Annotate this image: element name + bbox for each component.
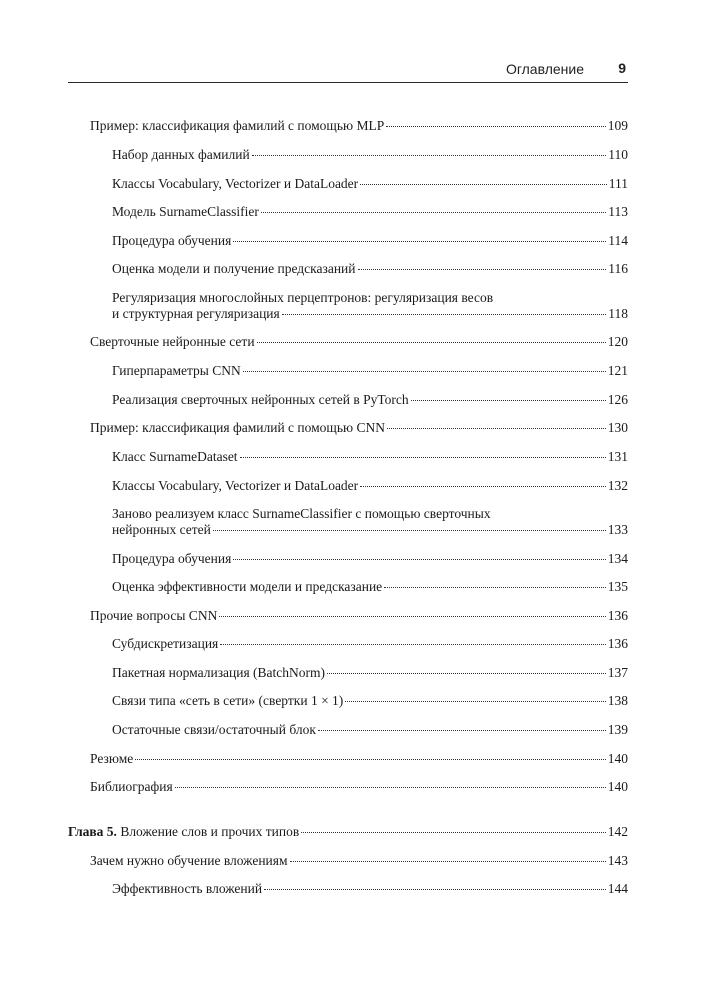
toc-entry-title: Модель SurnameClassifier: [112, 204, 259, 219]
toc-entry-page: 111: [608, 176, 628, 191]
toc-entry-section: [90, 420, 628, 436]
toc-dot-leader: [233, 241, 606, 242]
toc-entry-page: 116: [608, 261, 628, 276]
toc-entry-section: [90, 608, 628, 624]
toc-dot-leader: [387, 428, 606, 429]
toc-entry-section: [90, 853, 628, 869]
toc-entry-page: 120: [607, 334, 628, 349]
toc-entry-subsection: [112, 290, 628, 322]
toc-dot-leader: [257, 342, 606, 343]
toc-entry-section: [90, 118, 628, 134]
page-number: 9: [618, 60, 626, 76]
toc-entry-page: 126: [607, 392, 628, 407]
toc-entry-title: Процедура обучения: [112, 233, 232, 248]
toc-entry-page: 132: [607, 478, 628, 493]
toc-entry-page: 135: [607, 579, 628, 594]
toc-dot-leader: [213, 530, 606, 531]
toc-dot-leader: [240, 457, 606, 458]
toc-entry-page: 142: [607, 824, 628, 839]
toc-dot-leader: [175, 787, 606, 788]
toc-entry-title: и структурная регуляризация: [112, 306, 280, 321]
toc-entry-title: Гиперпараметры CNN: [112, 363, 241, 378]
toc-entry-title: Субдискретизация: [112, 636, 219, 651]
toc-dot-leader: [219, 616, 605, 617]
toc-dot-leader: [301, 832, 606, 833]
toc-entry-page: 138: [607, 693, 628, 708]
toc-entry-subsection: [112, 261, 628, 277]
toc-entry-page: 136: [607, 636, 628, 651]
toc-entry-title: Резюме: [90, 751, 134, 766]
toc-dot-leader: [411, 400, 606, 401]
toc-entry-page: 131: [607, 449, 628, 464]
toc-dot-leader: [360, 486, 606, 487]
toc-entry-title: Пример: классификация фамилий с помощью MLP: [90, 118, 385, 133]
toc-dot-leader: [386, 126, 606, 127]
toc-entry-subsection: [112, 363, 628, 379]
toc-entry-subsection: [112, 551, 628, 567]
toc-entry-title: Оценка эффективности модели и предсказание: [112, 579, 383, 594]
toc-entry-page: 118: [608, 306, 628, 321]
toc-dot-leader: [290, 861, 606, 862]
toc-entry-title: нейронных сетей: [112, 522, 211, 537]
toc-dot-leader: [135, 759, 605, 760]
toc-dot-leader: [233, 559, 605, 560]
toc-entry-title: Остаточные связи/остаточный блок: [112, 722, 316, 737]
toc-entry-page: 137: [607, 665, 628, 680]
toc-entry-title: Сверточные нейронные сети: [90, 334, 255, 349]
toc-entry-title: Эффективность вложений: [112, 881, 263, 896]
toc-entry-page: 136: [607, 608, 628, 623]
toc-entry-page: 140: [607, 779, 628, 794]
toc-entry-title: Связи типа «сеть в сети» (свертки 1 × 1): [112, 693, 344, 708]
toc-dot-leader: [384, 587, 606, 588]
toc-entry-subsection: [112, 506, 628, 538]
toc-dot-leader: [358, 269, 607, 270]
toc-entry-subsection: [112, 449, 628, 465]
toc-entry-title: Пример: классификация фамилий с помощью CNN: [90, 420, 385, 435]
toc-entry-page: 139: [607, 722, 628, 737]
toc-entry-page: 133: [607, 522, 628, 537]
toc-entry-title: Класс SurnameDataset: [112, 449, 238, 464]
running-head: [68, 58, 628, 83]
toc-entry-title: Классы Vocabulary, Vectorizer и DataLoader: [112, 176, 359, 191]
toc-entry-page: 130: [607, 420, 628, 435]
toc-entry-page: 140: [607, 751, 628, 766]
toc-entry-subsection: [112, 881, 628, 897]
toc-entry-subsection: [112, 665, 628, 681]
toc-dot-leader: [327, 673, 606, 674]
toc-entry-page: 114: [608, 233, 628, 248]
toc-dot-leader: [261, 212, 606, 213]
toc-entry-page: 109: [607, 118, 628, 133]
toc-dot-leader: [264, 889, 606, 890]
toc-entry-page: 110: [608, 147, 628, 162]
toc-entry-title: Оценка модели и получение предсказаний: [112, 261, 356, 276]
toc-entry-title: Прочие вопросы CNN: [90, 608, 218, 623]
toc-entry-subsection: [112, 176, 628, 192]
chapter-number: Глава 5.: [68, 824, 117, 839]
toc-entry-page: 113: [608, 204, 628, 219]
toc-entry-subsection: [112, 392, 628, 408]
toc-entry-title-line1: Регуляризация многослойных перцептронов: регуляризация весов: [112, 290, 494, 305]
toc-entry-page: 121: [607, 363, 628, 378]
toc-entry-page: 134: [607, 551, 628, 566]
toc-entry-page: 143: [607, 853, 628, 868]
toc-dot-leader: [282, 314, 607, 315]
toc-entry-title: Классы Vocabulary, Vectorizer и DataLoader: [112, 478, 359, 493]
toc-entry-chapter: [68, 824, 628, 840]
toc-entry-title: Пакетная нормализация (BatchNorm): [112, 665, 326, 680]
toc-entry-subsection: [112, 579, 628, 595]
toc-entry-subsection: [112, 478, 628, 494]
toc-entry-title: Реализация сверточных нейронных сетей в PyTorch: [112, 392, 409, 407]
toc-entry-title: Вложение слов и прочих типов: [120, 824, 300, 839]
toc-entry-section: [90, 751, 628, 767]
toc-dot-leader: [252, 155, 607, 156]
toc-entry-subsection: [112, 147, 628, 163]
toc-entry-title-line1: Заново реализуем класс SurnameClassifier с помощью сверточных: [112, 506, 491, 521]
toc-entry-subsection: [112, 204, 628, 220]
toc-entry-subsection: [112, 722, 628, 738]
toc-dot-leader: [243, 371, 606, 372]
toc-dot-leader: [318, 730, 606, 731]
running-head-title: Оглавление: [505, 61, 584, 77]
toc-entry-section: [90, 334, 628, 350]
toc-entry-title: Процедура обучения: [112, 551, 232, 566]
toc-entry-subsection: [112, 233, 628, 249]
toc-entry-subsection: [112, 636, 628, 652]
toc-entry-title: Зачем нужно обучение вложениям: [90, 853, 288, 868]
toc-dot-leader: [360, 184, 607, 185]
toc-entry-page: 144: [607, 881, 628, 896]
toc-dot-leader: [345, 701, 605, 702]
toc-dot-leader: [220, 644, 605, 645]
toc-entry-subsection: [112, 693, 628, 709]
toc-entry-title: Библиография: [90, 779, 173, 794]
toc-entry-section: [90, 779, 628, 795]
toc-entry-title: Набор данных фамилий: [112, 147, 250, 162]
